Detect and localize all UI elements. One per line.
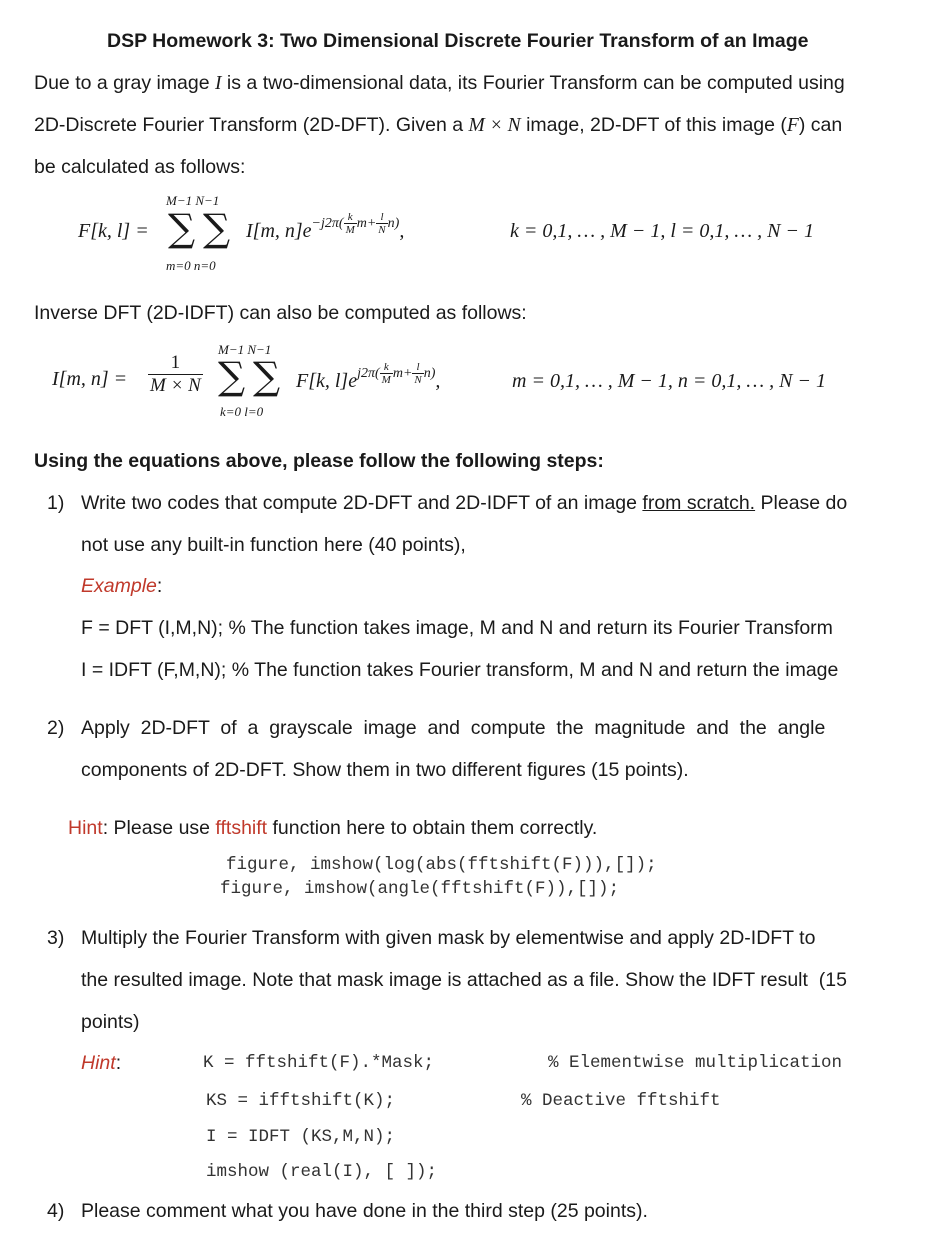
dft-sum-upper: M−1 N−1 [166, 193, 220, 208]
dft-range: k = 0,1, … , M − 1, l = 0,1, … , N − 1 [510, 220, 814, 242]
step-3-code-ifftshift: KS = ifftshift(K); [206, 1091, 396, 1111]
step-3-line-3: points) [81, 1011, 140, 1033]
idft-sigma-1: ∑ [218, 354, 246, 398]
idft-range: m = 0,1, … , M − 1, n = 0,1, … , N − 1 [512, 370, 826, 392]
dft-sigma-1: ∑ [168, 206, 196, 250]
step-3-comment-deactive: % Deactive fftshift [521, 1091, 721, 1111]
step-1-example-dft: F = DFT (I,M,N); % The function takes image, M and N and return its Fourier Transform [81, 617, 833, 639]
intro-line-1: Due to a gray image I is a two-dimensional data, its Fourier Transform can be computed using [34, 72, 845, 94]
page-title: DSP Homework 3: Two Dimensional Discrete Fourier Transform of an Image [107, 30, 809, 52]
step-3-code-imshow: imshow (real(I), [ ]); [206, 1162, 438, 1182]
step-1-example-idft: I = IDFT (F,M,N); % The function takes Fourier transform, M and N and return the image [81, 659, 839, 681]
idft-lhs: I[m, n] = [52, 368, 128, 390]
step-3-hint-label: Hint: [81, 1052, 122, 1074]
steps-heading: Using the equations above, please follow the following steps: [34, 450, 604, 472]
step-3-number: 3) [47, 927, 65, 949]
inverse-intro: Inverse DFT (2D-IDFT) can also be computed as follows: [34, 302, 527, 324]
dft-lhs: F[k, l] = [78, 220, 149, 242]
step-4-text: Please comment what you have done in the third step (25 points). [81, 1200, 648, 1222]
dft-sigma-2: ∑ [203, 206, 231, 250]
idft-sum-upper: M−1 N−1 [218, 342, 272, 357]
step-3-code-mask: K = fftshift(F).*Mask; [203, 1053, 435, 1073]
step-1-number: 1) [47, 492, 65, 514]
step-3-comment-multiply: % Elementwise multiplication [548, 1053, 843, 1073]
step-2-code-magnitude: figure, imshow(log(abs(fftshift(F))),[]); [226, 855, 657, 875]
step-1-line-1: Write two codes that compute 2D-DFT and 2D-IDFT of an image from scratch. Please do [81, 492, 848, 514]
step-2-hint: Hint: Please use fftshift function here to obtain them correctly. [68, 817, 598, 839]
step-2-line-2: components of 2D-DFT. Show them in two different figures (15 points). [81, 759, 689, 781]
step-2-line-1: Apply 2D-DFT of a grayscale image and compute the magnitude and the angle [81, 717, 826, 739]
dft-term: I[m, $n]e^{-j2\pi( \frac{k}{M} m+ \frac{l}{N} n)}$, [246, 211, 405, 242]
step-3-line-1: Multiply the Fourier Transform with given mask by elementwise and apply 2D-IDFT to [81, 927, 816, 949]
idft-coefficient: $\frac{1}{M \times N}$ [150, 352, 201, 396]
intro-line-2: 2D-Discrete Fourier Transform (2D-DFT). Given a M × N image, 2D-DFT of this image (F) can [34, 114, 843, 136]
step-3-line-2: the resulted image. Note that mask image is attached as a file. Show the IDFT result (15 [81, 969, 847, 991]
idft-term: F[k, $l]e^{j2\pi( \frac{k}{M} m+ \frac{l}{N} n)}$, [296, 361, 441, 392]
dft-sum-lower: m=0 n=0 [166, 258, 216, 273]
step-2-number: 2) [47, 717, 65, 739]
step-3-code-idft: I = IDFT (KS,M,N); [206, 1127, 396, 1147]
step-1-example-label: Example: [81, 575, 163, 597]
idft-sigma-2: ∑ [253, 354, 281, 398]
step-1-line-2: not use any built-in function here (40 points), [81, 534, 466, 556]
step-2-code-angle: figure, imshow(angle(fftshift(F)),[]); [220, 879, 620, 899]
idft-sum-lower: k=0 l=0 [220, 404, 264, 419]
intro-line-3: be calculated as follows: [34, 156, 246, 178]
step-4-number: 4) [47, 1200, 65, 1222]
